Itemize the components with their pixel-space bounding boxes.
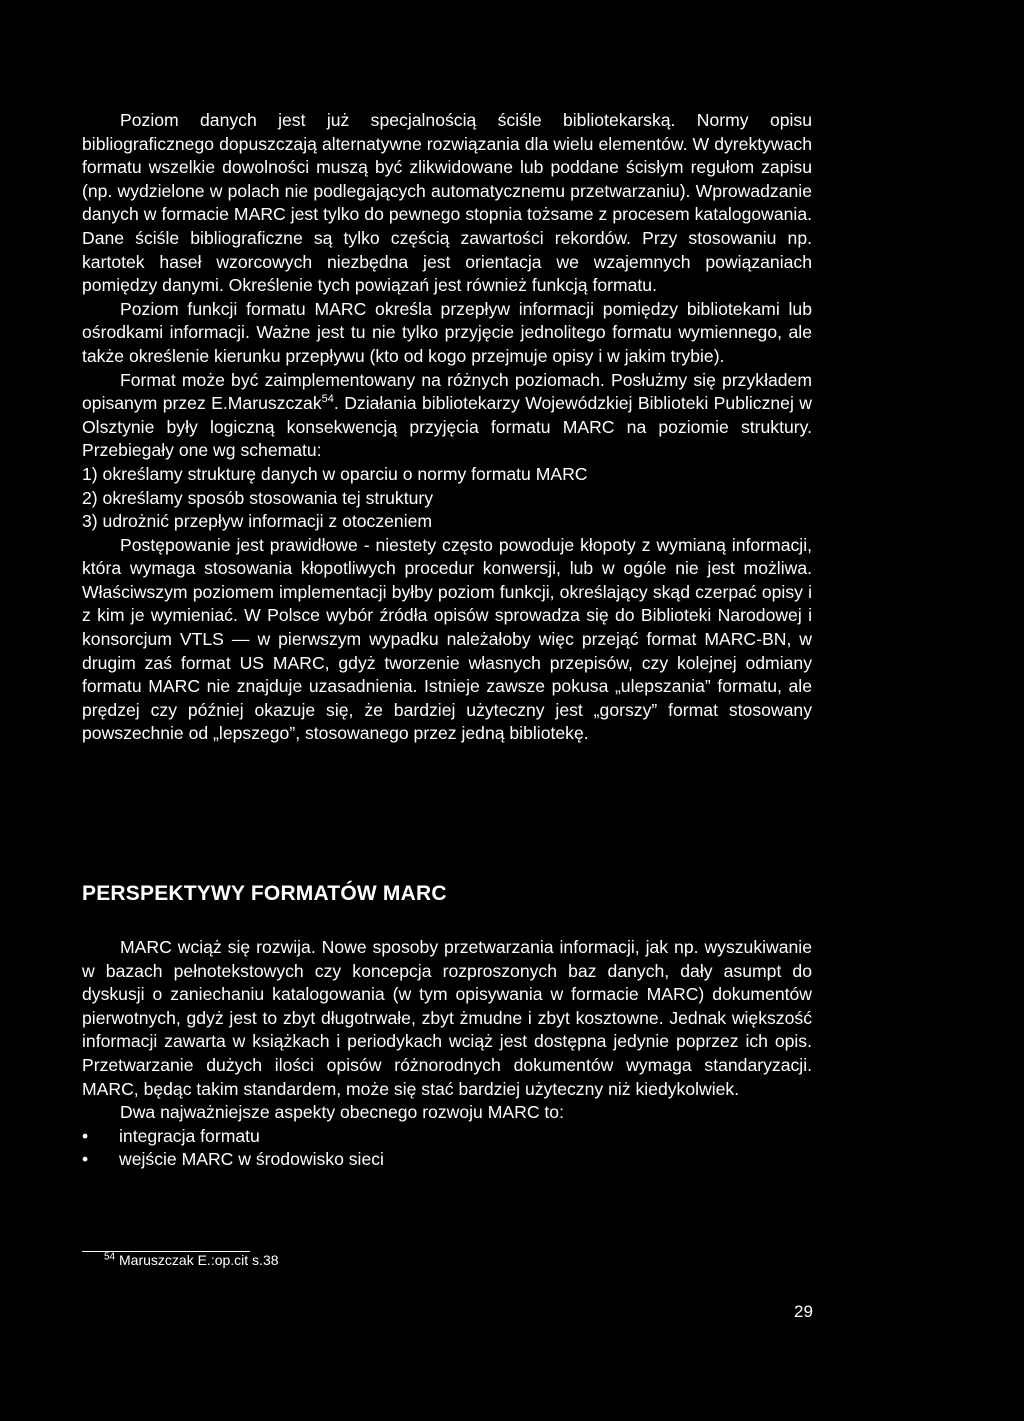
bullet-icon: • [82,1125,89,1146]
paragraph-implementation-end: . Działania bibliotekarzy Wojewódzkiej Biblioteki Publicznej w Olsztynie były logiczną konsekwencją przyjęcia formatu MARC na poziomie struktury. Przebiegały one wg schematu: [82,393,812,461]
paragraph-implementation-start: Format może być zaimplementowany na różnych poziomach. Posłużmy się przykładem opisanym przez E.Maruszczak [82,369,812,414]
aspects-list [82,1125,812,1172]
paragraph-implementation [82,369,812,463]
bullet-icon: • [82,1149,89,1170]
paragraph-marc-development: MARC wciąż się rozwija. Nowe sposoby przetwarzania informacji, jak np. wyszukiwanie w bazach pełnotekstowych czy koncepcja rozproszonych baz danych, dały asumpt do dyskusji o zaniechaniu katalogowania (w tym opisywania w formacie MARC) dokumentów pierwotnych, gdyż jest to zbyt długotrwałe, zbyt żmudne i zbyt kosztowne. Jednak większość informacji zawarta w książkach i periodykach wciąż jest dostępna jedynie poprzez ich opis. Przetwarzanie dużych ilości opisów różnorodnych dokumentów wymaga standaryzacji. MARC, będąc takim standardem, może się stać bardziej użyteczny niż kiedykolwiek. [82,937,812,1099]
list-item [82,1148,812,1172]
paragraph-procedure: Postępowanie jest prawidłowe - niestety często powoduje kłopoty z wymianą informacji, która wymaga stosowania kłopotliwych procedur konwersji, lub w ogóle nie jest możliwa. Właściwszym poziomem implementacji byłby poziom funkcji, określający skąd czerpać opisy i z kim je wymieniać. W Polsce wybór źródła opisów sprowadza się do Biblioteki Narodowej i konsorcjum VTLS — w pierwszym wypadku należałoby więc przejąć format MARC-BN, w drugim zaś format US MARC, gdyż tworzenie własnych przepisów, czy kolejnej odmiany formatu MARC nie znajduje uzasadnienia. Istnieje zawsze pokusa „ulepszania” formatu, ale prędzej czy później okazuje się, że bardziej użyteczny jest „gorszy” format stosowany powszechnie od „lepszego”, stosowanego przez jedną bibliotekę. [82,534,812,744]
list-item-text: integracja formatu [119,1125,260,1146]
footnote [104,1251,279,1269]
body-text [82,109,812,746]
step-3: 3) udrożnić przepływ informacji z otoczeniem [82,511,433,532]
list-item-text: wejście MARC w środowisko sieci [119,1149,384,1170]
page-number: 29 [794,1302,813,1321]
paragraph-function-level: Poziom funkcji formatu MARC określa przepływ informacji pomiędzy bibliotekami lub ośrodkami informacji. Ważne jest tu nie tylko przyjęcie jednolitego formatu wymiennego, ale także określenie kierunku przepływu (kto od kogo przejmuje opisy i w jakim trybie). [82,298,812,366]
paragraph-aspects-intro: Dwa najważniejsze aspekty obecnego rozwoju MARC to: [120,1102,564,1123]
footnote-text: Maruszczak E.:op.cit s.38 [115,1252,279,1268]
paragraph-data-level: Poziom danych jest już specjalnością ściśle bibliotekarską. Normy opisu bibliograficznego dopuszczają alternatywne rozwiązania dla wielu elementów. W dyrektywach formatu wszelkie dowolności muszą być zlikwidowane lub poddane ścisłym regułom zapisu (np. wydzielone w polach nie podlegających automatycznemu przetwarzaniu). Wprowadzanie danych w formacie MARC jest tylko do pewnego stopnia tożsame z procesem katalogowania. Dane ściśle bibliograficzne są tylko częścią zawartości rekordów. Przy stosowaniu np. kartotek haseł wzorcowych niezbędna jest orientacja we wzajemnych powiązaniach pomiędzy danymi. Określenie tych powiązań jest również funkcją formatu. [82,110,812,296]
footnote-number: 54 [104,1251,116,1263]
list-item [82,1125,812,1149]
section-perspectives [82,936,812,1172]
step-1: 1) określamy strukturę danych w oparciu o normy formatu MARC [82,463,588,484]
footnote-reference[interactable]: 54 [321,393,334,406]
section-heading: PERSPEKTYWY FORMATÓW MARC [82,882,447,905]
step-2: 2) określamy sposób stosowania tej struktury [82,487,434,508]
